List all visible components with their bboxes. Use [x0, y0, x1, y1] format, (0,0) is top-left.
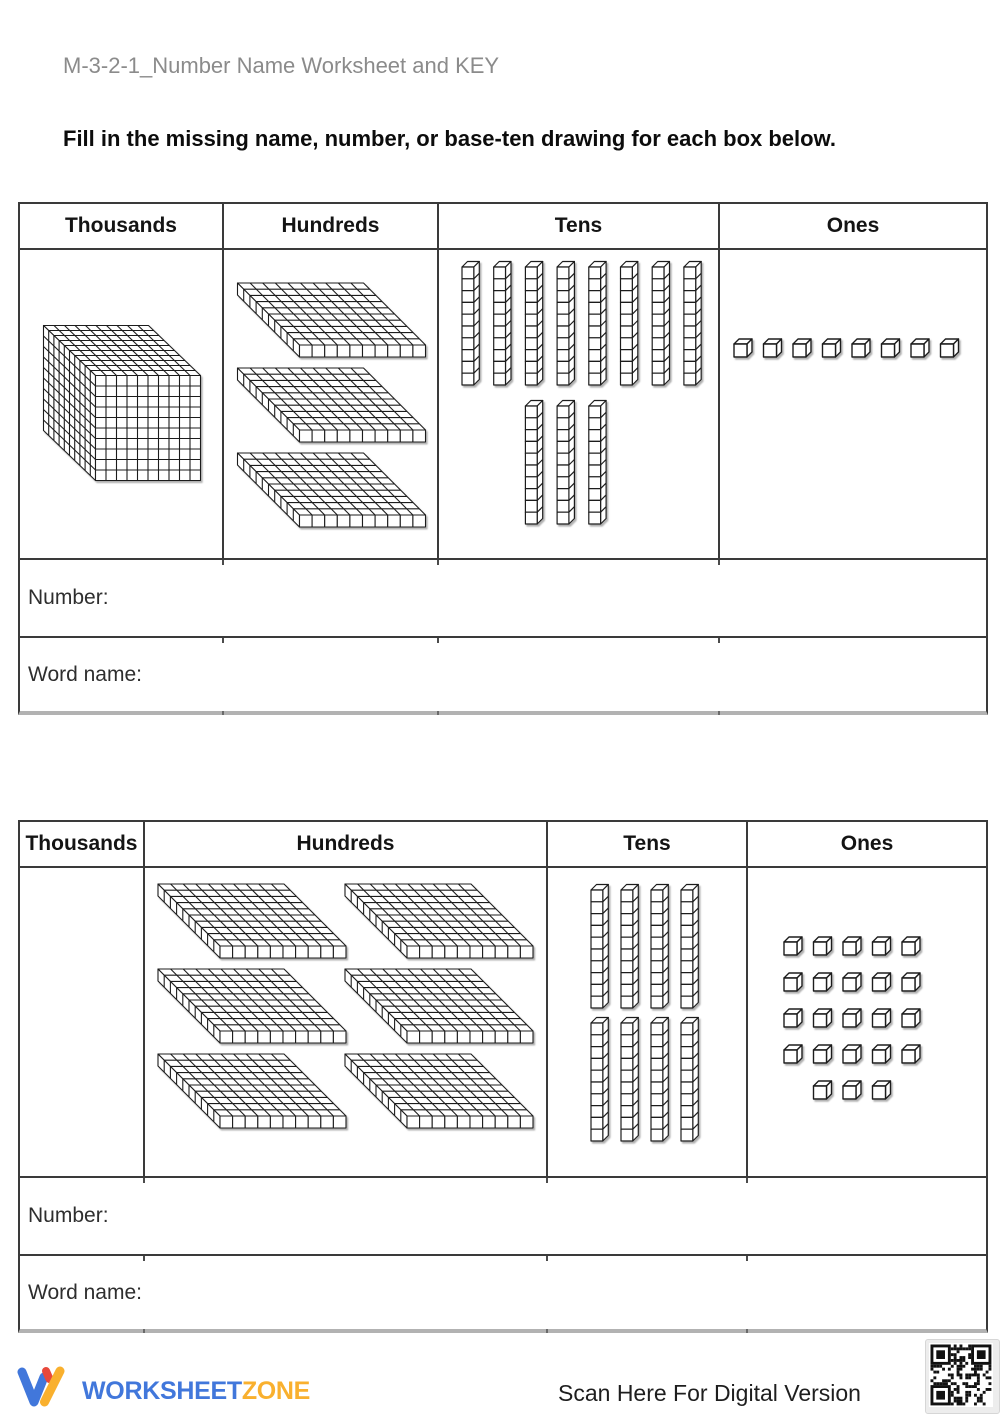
header-thousands: Thousands [20, 822, 145, 866]
instruction-text: Fill in the missing name, number, or base-ten drawing for each box below. [63, 126, 836, 151]
word-name-answer-blank[interactable] [142, 653, 986, 697]
ones-blocks-drawing [720, 250, 986, 558]
table-2-header-row [20, 822, 986, 868]
worksheetzone-logo [14, 1364, 310, 1410]
thousands-blocks-drawing-empty[interactable] [20, 868, 145, 1176]
number-answer-blank[interactable] [109, 575, 986, 621]
header-thousands: Thousands [20, 204, 224, 248]
number-label: Number: [28, 1204, 109, 1227]
hundreds-blocks-drawing [145, 868, 548, 1176]
table-2-word-name-row [20, 1256, 986, 1329]
table-1-header-row [20, 204, 986, 250]
header-tens: Tens [439, 204, 720, 248]
scan-here-text: Scan Here For Digital Version [558, 1380, 861, 1406]
tens-blocks-drawing [548, 868, 748, 1176]
worksheetzone-logo-text [82, 1377, 310, 1406]
place-value-table-2 [18, 820, 988, 1333]
document-title: M-3-2-1_Number Name Worksheet and KEY [63, 53, 500, 78]
hundreds-blocks-drawing [224, 250, 439, 558]
place-value-table-1 [18, 202, 988, 715]
worksheetzone-logo-icon [14, 1364, 70, 1410]
word-name-answer-blank[interactable] [142, 1271, 986, 1315]
table-1-drawing-row [20, 250, 986, 560]
header-ones: Ones [840, 832, 894, 855]
header-hundreds: Hundreds [224, 204, 439, 248]
brand-word-worksheet: WORKSHEET [82, 1376, 242, 1405]
header-hundreds: Hundreds [145, 822, 548, 866]
word-name-label: Word name: [28, 1280, 142, 1304]
table-2-drawing-row [20, 868, 986, 1178]
tens-blocks-drawing [439, 250, 720, 558]
header-ones: Ones [826, 214, 880, 237]
header-tens: Tens [548, 822, 748, 866]
table-2-number-row [20, 1178, 986, 1256]
brand-word-zone: ZONE [241, 1376, 311, 1405]
ones-blocks-drawing [748, 868, 986, 1176]
table-1-word-name-row [20, 638, 986, 711]
word-name-label: Word name: [28, 662, 142, 686]
table-1-number-row [20, 560, 986, 638]
number-label: Number: [28, 586, 109, 609]
number-answer-blank[interactable] [109, 1193, 986, 1239]
thousands-blocks-drawing [20, 250, 224, 558]
qr-code [929, 1343, 993, 1407]
